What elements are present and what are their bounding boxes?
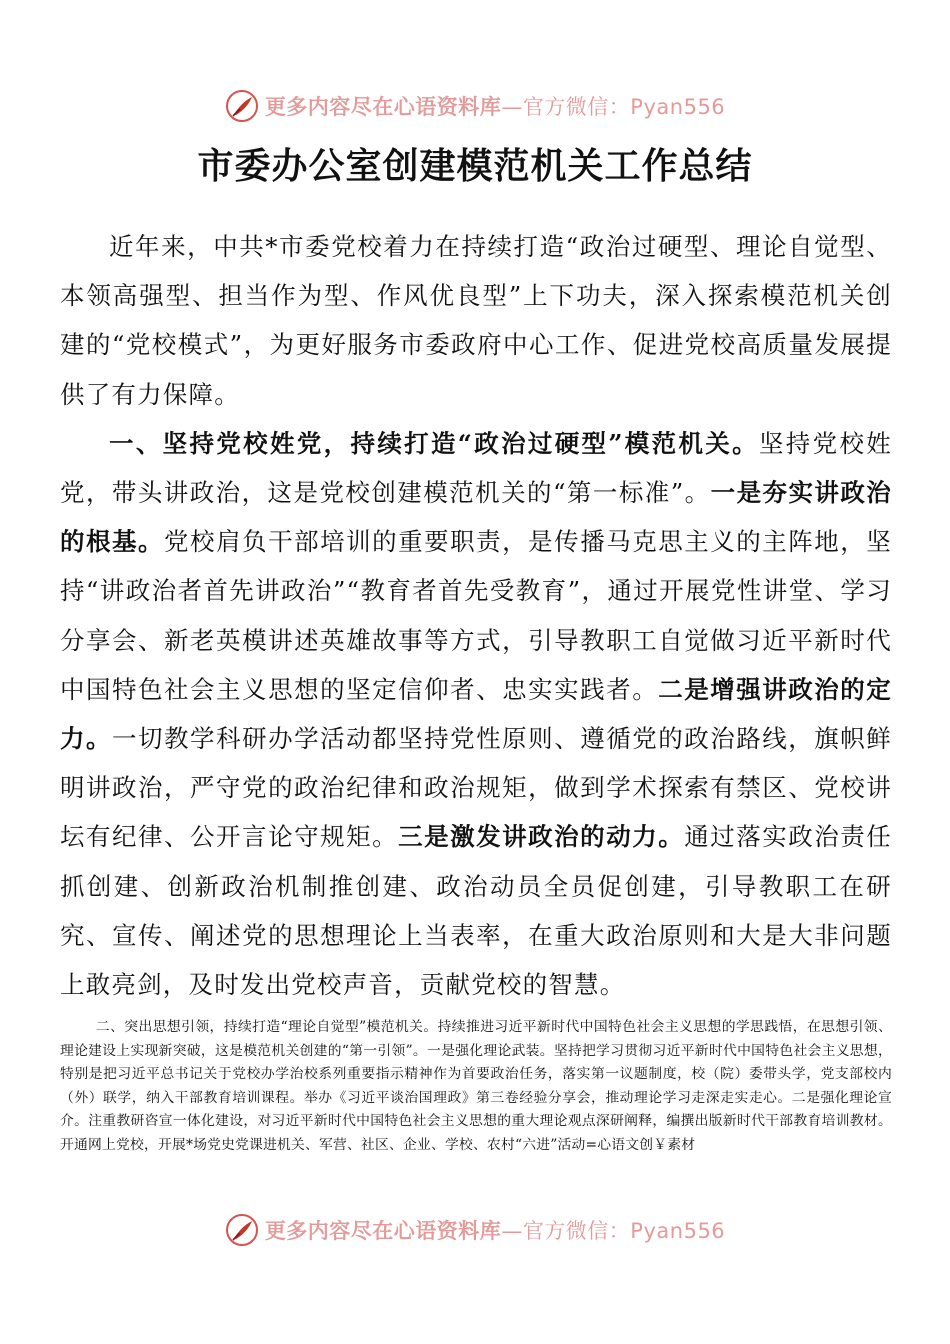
document-body	[60, 222, 892, 1009]
section-1-paragraph	[60, 419, 892, 1009]
document-body-small	[60, 1016, 892, 1157]
point-2-text: 一切教学科研办学活动都坚持党性原则、遵循党的政治路线，旗帜鲜明讲政治，严守党的政治纪律和政治规矩，做到学术探索有禁区、党校讲坛有纪律、公开言论守规矩。	[60, 724, 893, 852]
pen-feather-icon	[225, 89, 259, 123]
point-2-title: 二是增强讲政治的定力。	[60, 674, 892, 754]
watermark-brand: 更多内容尽在心语资料库	[264, 95, 502, 119]
watermark-header	[0, 84, 950, 128]
point-1-title: 一是夯实讲政治的根基。	[60, 478, 892, 557]
point-1-text: 党校肩负干部培训的重要职责，是传播马克思主义的主阵地，坚持“讲政治者首先讲政治”“教育者首先受教育”，通过开展党性讲堂、学习分享会、新老英模讲述英雄故事等方式，引导教职工自觉做习近平新时代中国特色社会主义思想的坚定信仰者、忠实实践者。	[60, 527, 892, 704]
pen-feather-icon	[225, 1213, 259, 1247]
watermark-suffix: —官方微信：Pyan556	[501, 95, 726, 119]
document-title: 市委办公室创建模范机关工作总结	[197, 145, 753, 187]
point-3-title: 三是激发讲政治的动力。	[398, 822, 685, 852]
watermark-footer	[0, 1208, 950, 1252]
watermark-suffix: —官方微信：Pyan556	[501, 1219, 726, 1243]
section-1-heading: 一、坚持党校姓党，持续打造“政治过硬型”模范机关。	[109, 428, 759, 458]
section-2-paragraph: 二、突出思想引领，持续打造“理论自觉型”模范机关。持续推进习近平新时代中国特色社会主义思想的学思践悟，在思想引领、理论建设上实现新突破，这是模范机关创建的“第一引领”。一是强化理论武装。坚持把学习贯彻习近平新时代中国特色社会主义思想，特别是把习近平总书记关于党校办学治校系列重要指示精神作为首要政治任务，落实第一议题制度，校（院）委带头学，党支部校内（外）联学，纳入干部教育培训课程。举办《习近平谈治国理政》第三卷经验分享会，推动理论学习走深走实走心。二是强化理论宣介。注重教研咨宣一体化建设，对习近平新时代中国特色社会主义思想的重大理论观点深研阐释，编撰出版新时代干部教育培训教材。开通网上党校，开展*场党史党课进机关、军营、社区、企业、学校、农村“六进”活动=心语文创￥素材	[60, 1019, 892, 1153]
watermark-brand: 更多内容尽在心语资料库	[264, 1219, 502, 1243]
intro-paragraph: 近年来，中共*市委党校着力在持续打造“政治过硬型、理论自觉型、本领高强型、担当作为型、作风优良型”上下功夫，深入探索模范机关创建的“党校模式”，为更好服务市委政府中心工作、促进党校高质量发展提供了有力保障。	[60, 232, 892, 409]
point-3-text: 通过落实政治责任抓创建、创新政治机制推创建、政治动员全员促创建，引导教职工在研究、宣传、阐述党的思想理论上当表率，在重大政治原则和大是大非问题上敢亮剑，及时发出党校声音，贡献党校的智慧。	[60, 822, 892, 1000]
section-1-lead: 坚持党校姓党，带头讲政治，这是党校创建模范机关的“第一标准”。	[60, 428, 892, 508]
